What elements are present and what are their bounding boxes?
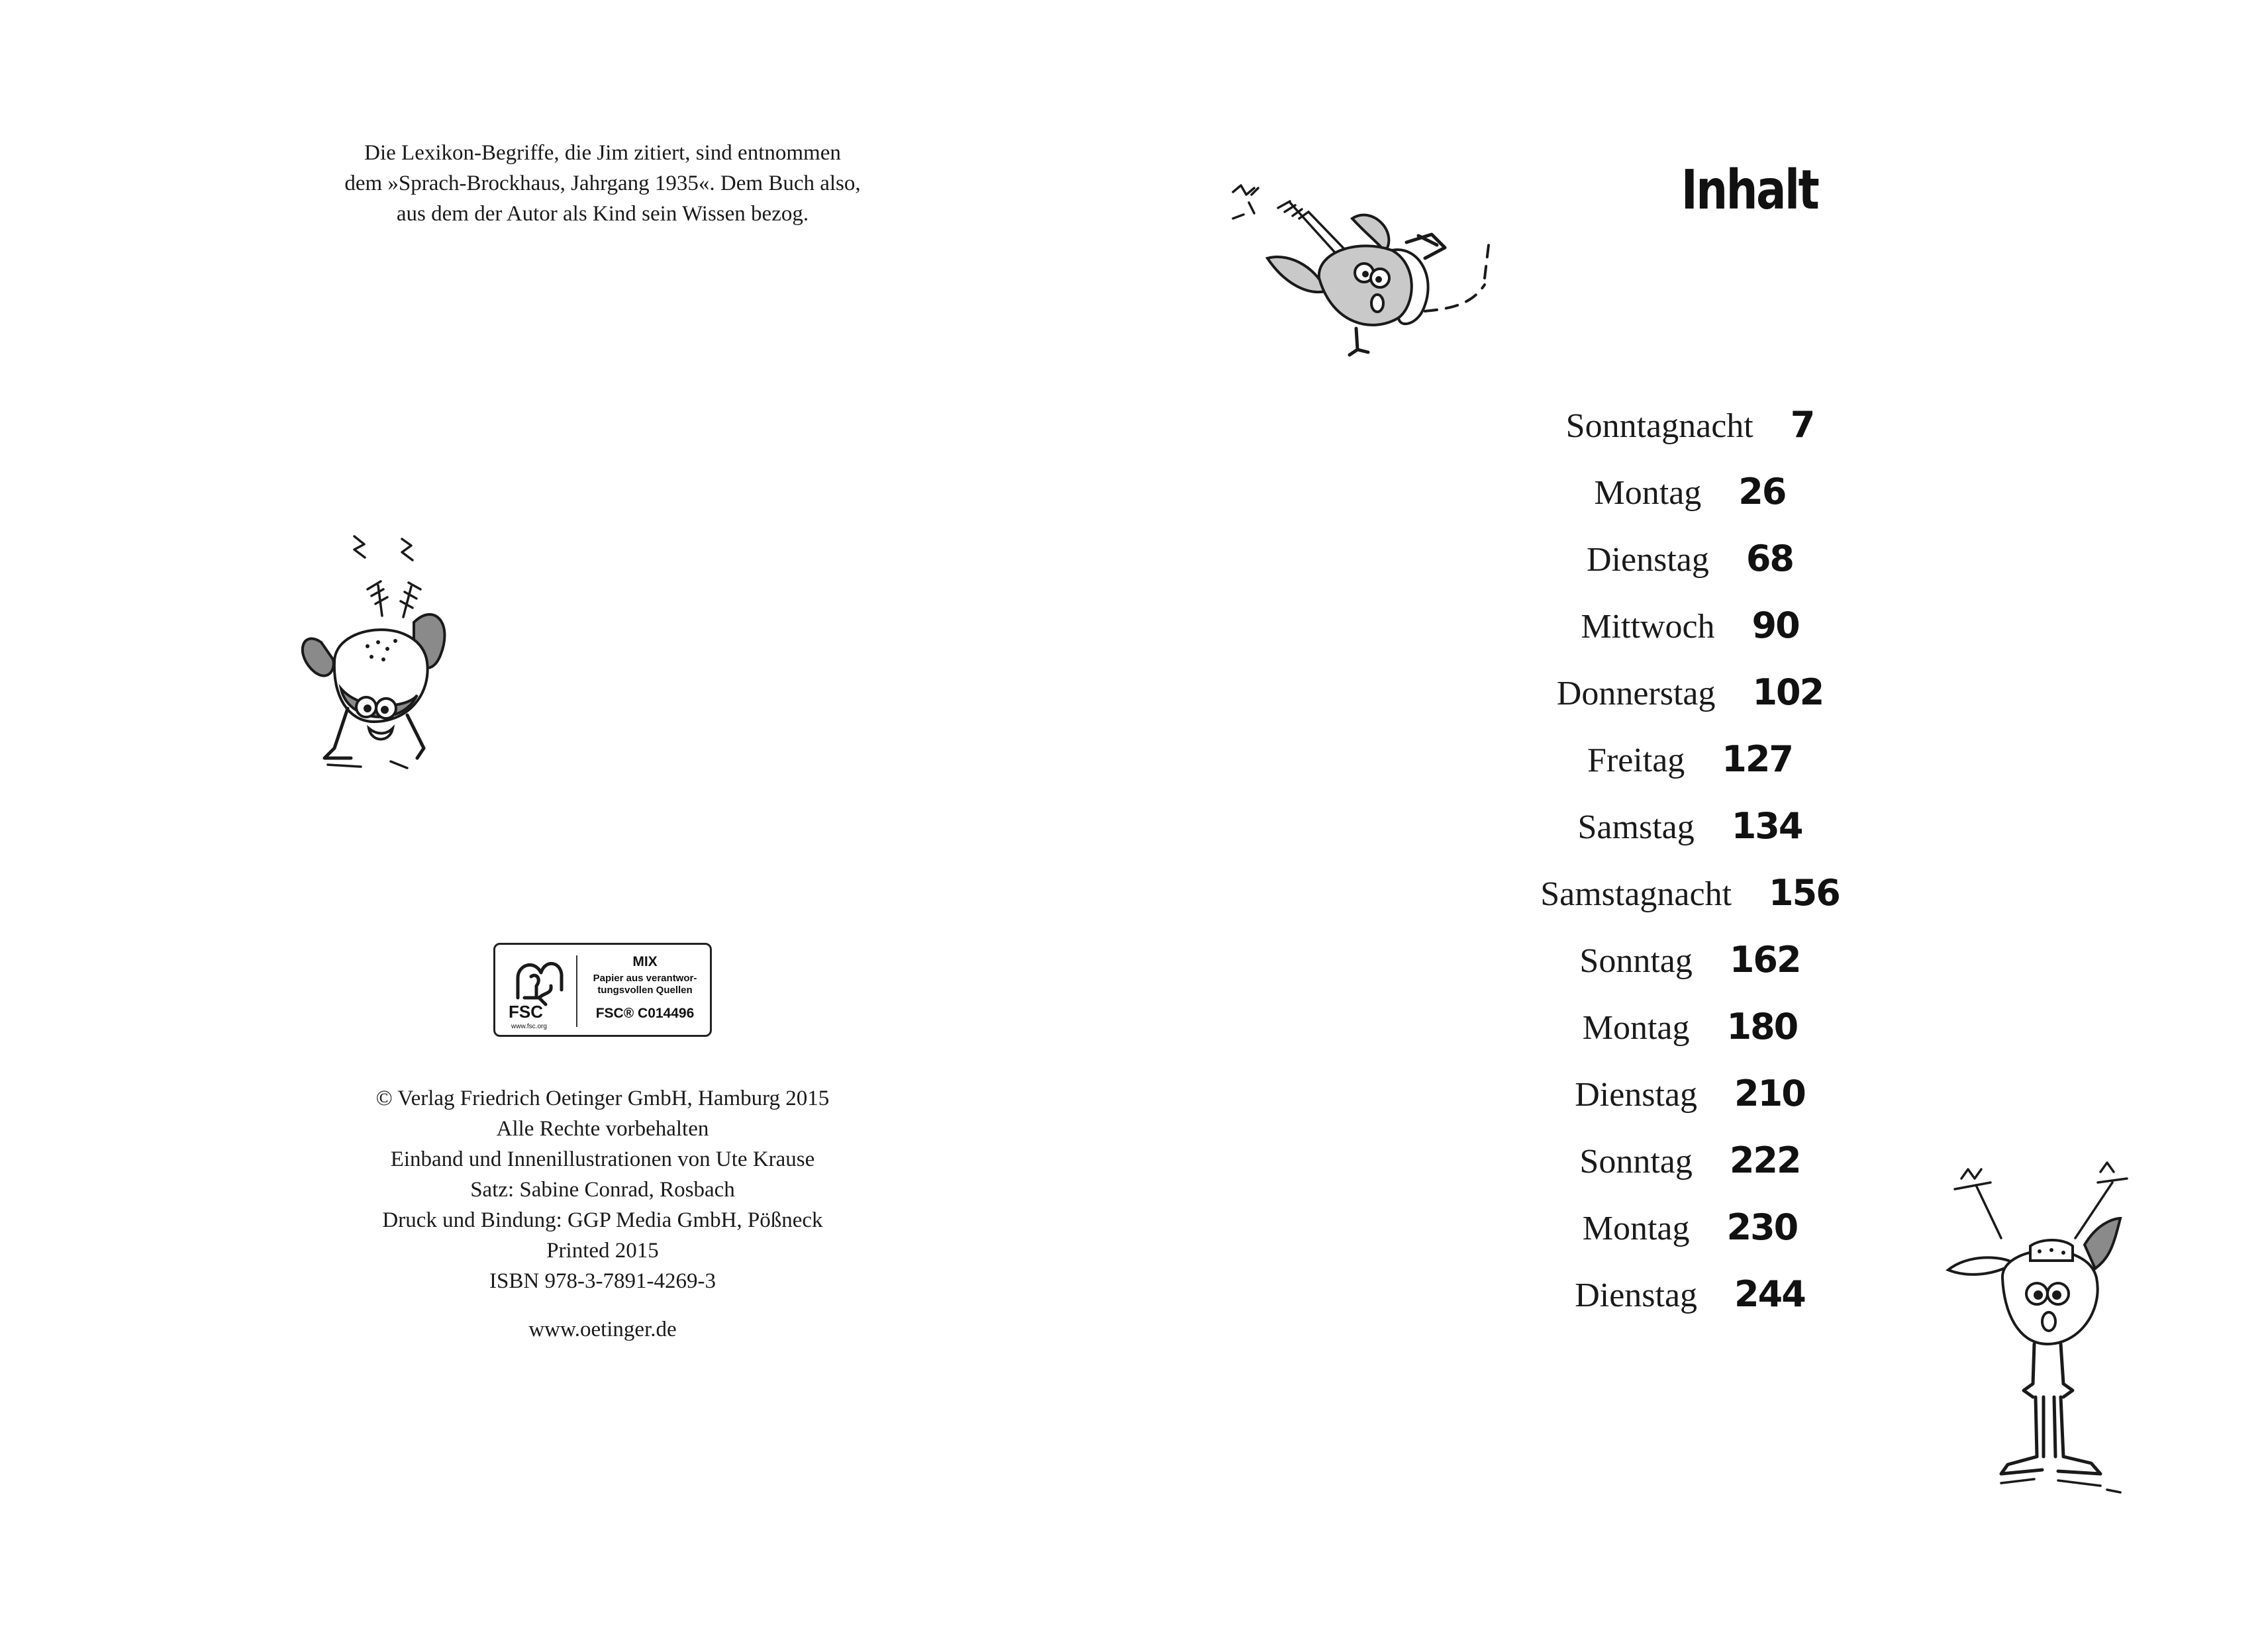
right-page xyxy=(1134,0,2268,1642)
fsc-url: www.fsc.org xyxy=(511,1023,547,1030)
toc-entry[interactable] xyxy=(1491,604,1889,671)
toc-title: Inhalt xyxy=(1681,159,1818,222)
toc-entry-label: Donnerstag xyxy=(1556,675,1716,712)
toc-entry-label: Samstag xyxy=(1577,808,1695,846)
toc-entry-label: Sonntag xyxy=(1579,1143,1693,1181)
toc-entry[interactable] xyxy=(1491,1139,1889,1206)
toc-entry[interactable] xyxy=(1491,538,1889,604)
toc-entry[interactable] xyxy=(1491,738,1889,805)
toc-entry[interactable] xyxy=(1491,404,1889,471)
toc-entry-label: Samstagnacht xyxy=(1540,875,1732,913)
imprint-line: Printed 2015 xyxy=(546,1239,659,1263)
toc-entry-label: Dienstag xyxy=(1587,541,1709,579)
imprint-line: ISBN 978-3-7891-4269-3 xyxy=(489,1269,716,1293)
imprint xyxy=(291,1083,914,1345)
creature-headstand-icon xyxy=(1902,1145,2167,1529)
fsc-line: tungsvollen Quellen xyxy=(597,985,693,996)
toc-entry-page: 134 xyxy=(1731,805,1802,847)
toc-entry[interactable] xyxy=(1491,1006,1889,1073)
toc-entry-page: 180 xyxy=(1726,1006,1798,1047)
toc-entry-page: 90 xyxy=(1751,604,1799,646)
toc-entry-label: Mittwoch xyxy=(1581,608,1715,646)
imprint-line: Einband und Innenillustrationen von Ute Krause xyxy=(390,1147,815,1171)
imprint-line: © Verlag Friedrich Oetinger GmbH, Hamburg 2015 xyxy=(375,1087,830,1110)
toc-entry-label: Dienstag xyxy=(1575,1277,1698,1314)
toc-entry-label: Montag xyxy=(1594,474,1702,512)
toc-entry[interactable] xyxy=(1491,1206,1889,1273)
creature-handstand-icon xyxy=(255,530,447,801)
fsc-logo xyxy=(493,943,712,1037)
toc-entry-label: Sonntagnacht xyxy=(1565,407,1753,445)
imprint-line: Druck und Bindung: GGP Media GmbH, Pößneck xyxy=(382,1208,823,1232)
toc-entry-page: 230 xyxy=(1726,1206,1798,1248)
intro-note-line: dem »Sprach-Brockhaus, Jahrgang 1935«. Dem Buch also, xyxy=(344,171,861,195)
fsc-tree-icon xyxy=(505,951,571,1031)
fsc-code: FSC® C014496 xyxy=(595,1006,695,1021)
imprint-line: Alle Rechte vorbehalten xyxy=(496,1117,709,1141)
toc-entry-page: 127 xyxy=(1722,738,1793,780)
intro-note-line: aus dem der Autor als Kind sein Wissen bezog. xyxy=(396,202,809,226)
toc-entry[interactable] xyxy=(1491,471,1889,538)
toc-entry-label: Sonntag xyxy=(1579,942,1693,980)
toc-entry[interactable] xyxy=(1491,872,1889,939)
fsc-mix: MIX xyxy=(632,954,658,969)
toc-entry[interactable] xyxy=(1491,939,1889,1006)
imprint-line: Satz: Sabine Conrad, Rosbach xyxy=(470,1178,735,1202)
fsc-divider xyxy=(576,955,577,1027)
toc-entry-page: 222 xyxy=(1729,1139,1800,1181)
intro-note xyxy=(291,138,914,229)
toc-entry-page: 7 xyxy=(1790,404,1814,446)
toc-entry-page: 26 xyxy=(1738,471,1786,512)
toc-entry[interactable] xyxy=(1491,1073,1889,1139)
website: www.oetinger.de xyxy=(528,1318,677,1341)
toc-entry-page: 68 xyxy=(1746,538,1793,579)
toc-entry-label: Dienstag xyxy=(1575,1076,1698,1114)
toc-entry-page: 244 xyxy=(1734,1273,1805,1315)
creature-flying-icon xyxy=(1226,179,1491,391)
toc-entry[interactable] xyxy=(1491,805,1889,872)
toc-entry-page: 156 xyxy=(1769,872,1840,914)
fsc-line: Papier aus verantwor- xyxy=(593,973,697,984)
toc-entry-page: 210 xyxy=(1734,1073,1805,1114)
toc-entry-label: Montag xyxy=(1582,1210,1690,1247)
toc-entry[interactable] xyxy=(1491,671,1889,738)
toc-entry-page: 102 xyxy=(1752,671,1824,713)
table-of-contents xyxy=(1491,404,1889,1340)
intro-note-line: Die Lexikon-Begriffe, die Jim zitiert, sind entnommen xyxy=(364,141,841,165)
fsc-text xyxy=(580,954,710,1022)
toc-entry-page: 162 xyxy=(1729,939,1800,981)
toc-entry[interactable] xyxy=(1491,1273,1889,1340)
toc-entry-label: Freitag xyxy=(1587,742,1685,779)
fsc-label: FSC xyxy=(509,1002,543,1022)
toc-entry-label: Montag xyxy=(1582,1009,1690,1047)
